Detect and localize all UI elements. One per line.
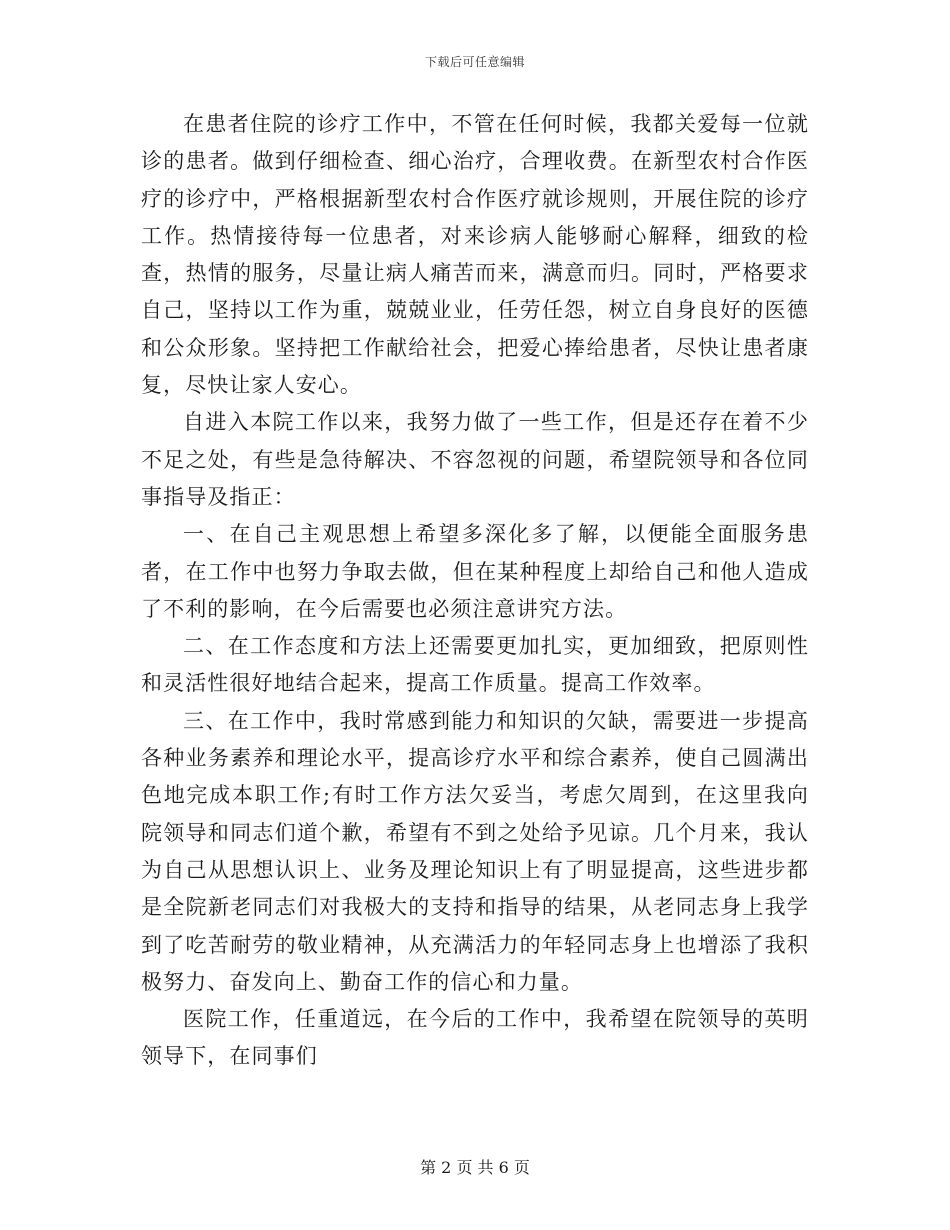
page-number-footer: 第 2 页 共 6 页 xyxy=(420,1158,530,1177)
paragraph-2: 自进入本院工作以来，我努力做了一些工作，但是还存在着不少不足之处，有些是急待解决、不容忽视的问题，希望院领导和各位同事指导及指正： xyxy=(141,410,809,509)
paragraph-4: 二、在工作态度和方法上还需要更加扎实，更加细致，把原则性和灵活性很好地结合起来，提高工作质量。提高工作效率。 xyxy=(141,634,809,696)
paragraph-3: 一、在自己主观思想上希望多深化多了解，以便能全面服务患者，在工作中也努力争取去做，但在某种程度上却给自己和他人造成了不利的影响，在今后需要也必须注意讲究方法。 xyxy=(141,522,809,621)
document-body xyxy=(141,106,809,1076)
paragraph-1: 在患者住院的诊疗工作中，不管在任何时候，我都关爱每一位就诊的患者。做到仔细检查、细心治疗，合理收费。在新型农村合作医疗的诊疗中，严格根据新型农村合作医疗就诊规则，开展住院的诊疗工作。热情接待每一位患者，对来诊病人能够耐心解释，细致的检查，热情的服务，尽量让病人痛苦而来，满意而归。同时，严格要求自己，坚持以工作为重，兢兢业业，任劳任怨，树立自身良好的医德和公众形象。坚持把工作献给社会，把爱心捧给患者，尽快让患者康复，尽快让家人安心。 xyxy=(141,112,809,398)
page-header: 下载后可任意编辑 xyxy=(424,55,525,69)
paragraph-5: 三、在工作中，我时常感到能力和知识的欠缺，需要进一步提高各种业务素养和理论水平，提高诊疗水平和综合素养，使自己圆满出色地完成本职工作;有时工作方法欠妥当，考虑欠周到，在这里我向院领导和同志们道个歉，希望有不到之处给予见谅。几个月来，我认为自己从思想认识上、业务及理论知识上有了明显提高，这些进步都是全院新老同志们对我极大的支持和指导的结果，从老同志身上我学到了吃苦耐劳的敬业精神，从充满活力的年轻同志身上也增添了我积极努力、奋发向上、勤奋工作的信心和力量。 xyxy=(141,708,809,994)
paragraph-6: 医院工作，任重道远，在今后的工作中，我希望在院领导的英明领导下，在同事们 xyxy=(141,1007,809,1069)
